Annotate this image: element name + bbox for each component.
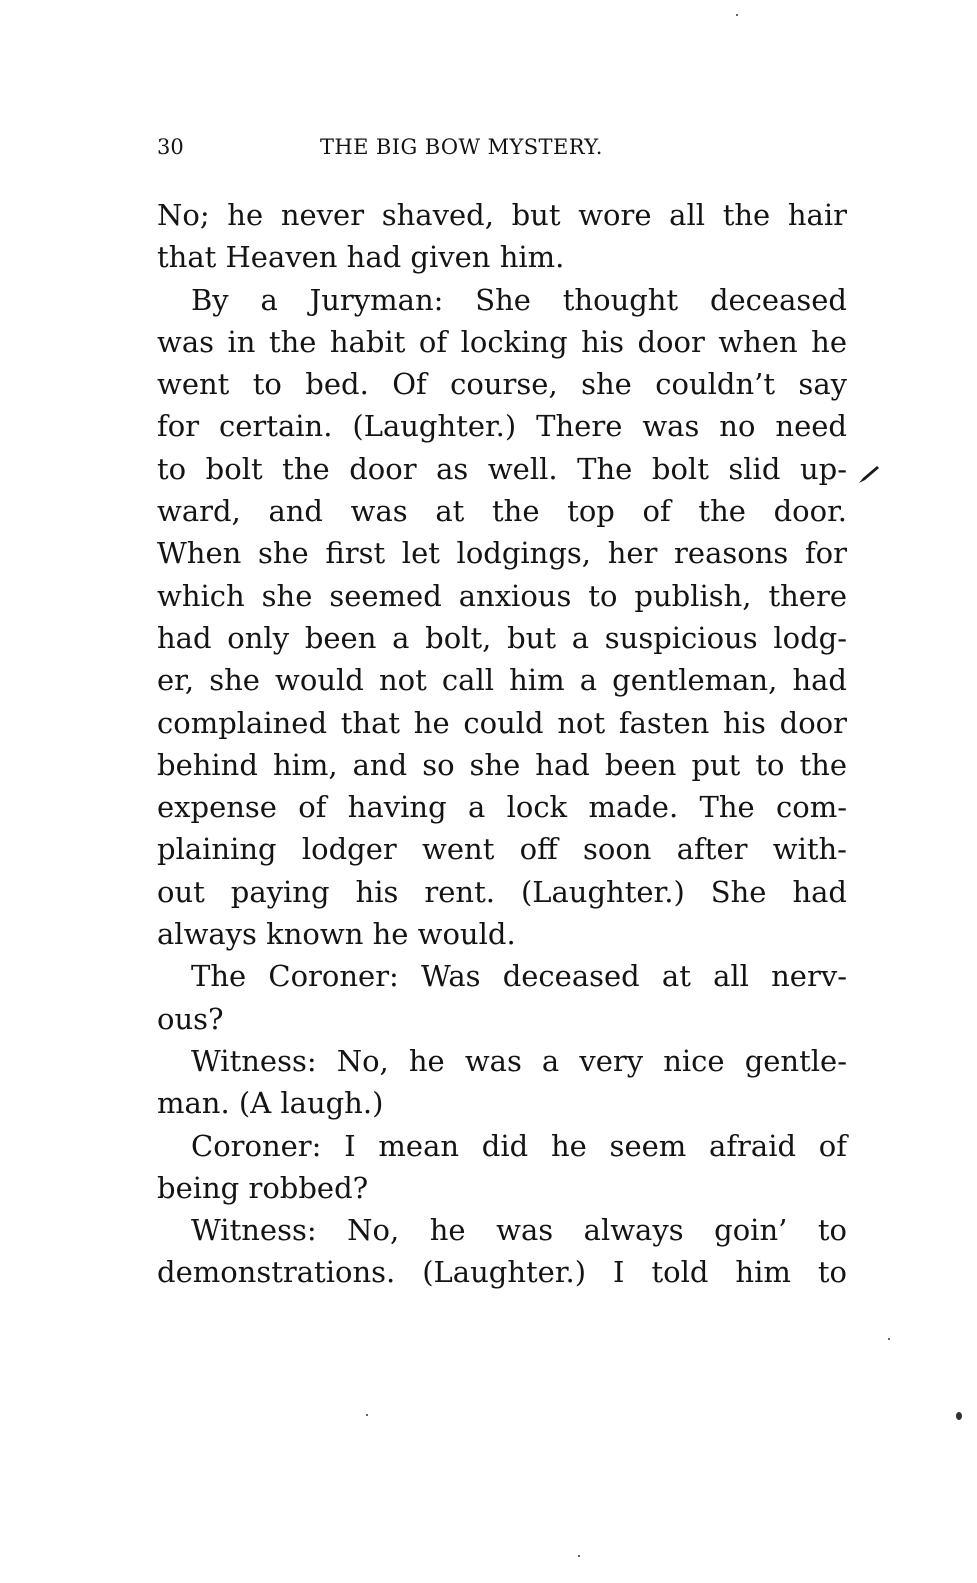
- paper-speck: [888, 1338, 890, 1340]
- paper-speck: [578, 1555, 580, 1557]
- page-number: 30: [157, 135, 184, 159]
- text-line: ous?: [157, 1001, 224, 1036]
- pencil-mark-icon: [856, 461, 882, 487]
- text-line: always known he would.: [157, 917, 516, 952]
- text-line: Witness: No, he was a very nice gentle-: [191, 1043, 847, 1078]
- text-line: that Heaven had given him.: [157, 240, 565, 275]
- text-line: out paying his rent. (Laughter.) She had: [157, 874, 847, 909]
- text-line: er, she would not call him a gentleman, had: [157, 663, 847, 698]
- text-line: Witness: No, he was always goin’ to: [191, 1213, 847, 1248]
- text-line: The Coroner: Was deceased at all nerv-: [191, 959, 847, 994]
- text-line: Coroner: I mean did he seem afraid of: [191, 1128, 847, 1163]
- body-text: [157, 194, 847, 1294]
- text-line: demonstrations. (Laughter.) I told him to: [157, 1255, 847, 1290]
- page-header: [157, 130, 847, 164]
- text-line: behind him, and so she had been put to the: [157, 747, 847, 782]
- paper-speck: [956, 1412, 962, 1420]
- text-line: When she first let lodgings, her reasons for: [157, 536, 847, 571]
- text-line: No; he never shaved, but wore all the hair: [157, 198, 847, 232]
- text-line: which she seemed anxious to publish, there: [157, 578, 847, 613]
- text-line: By a Juryman: She thought deceased: [191, 282, 847, 317]
- text-line: to bolt the door as well. The bolt slid up-: [157, 451, 847, 486]
- text-line: went to bed. Of course, she couldn’t say: [157, 367, 847, 402]
- paper-speck: [736, 14, 738, 16]
- text-line: had only been a bolt, but a suspicious lodg-: [157, 620, 847, 655]
- running-title: THE BIG BOW MYSTERY.: [320, 135, 603, 159]
- text-line: complained that he could not fasten his door: [157, 705, 847, 740]
- text-line: ward, and was at the top of the door.: [157, 494, 847, 529]
- text-line: expense of having a lock made. The com-: [157, 790, 847, 825]
- text-line: for certain. (Laughter.) There was no need: [157, 409, 847, 444]
- text-line: plaining lodger went off soon after with-: [157, 832, 847, 867]
- paper-speck: [366, 1414, 368, 1416]
- text-line: being robbed?: [157, 1170, 369, 1205]
- text-line: was in the habit of locking his door when he: [157, 324, 847, 359]
- text-line: man. (A laugh.): [157, 1086, 384, 1121]
